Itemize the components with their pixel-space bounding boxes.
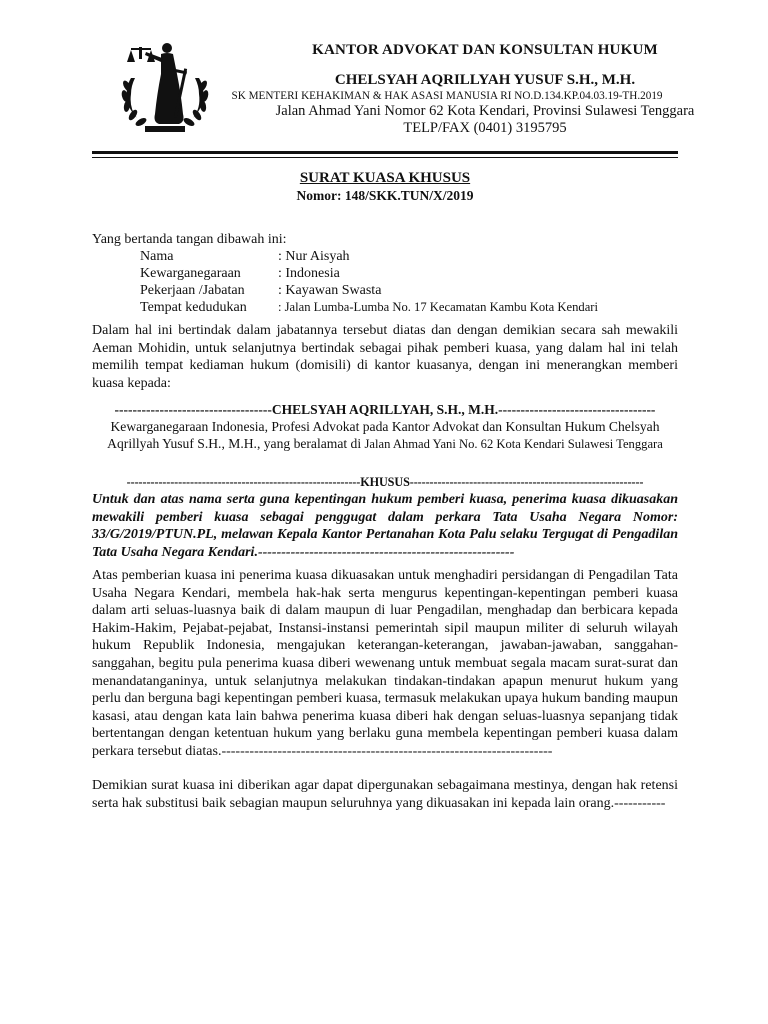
letterhead-divider-thin <box>92 157 678 158</box>
identity-label: Pekerjaan /Jabatan <box>140 283 245 298</box>
attorney-name-line: -----------------------------------CHELSYAH AQRILLYAH, S.H., M.H.----------------------------------- <box>114 402 656 417</box>
document-title: SURAT KUASA KHUSUS <box>299 170 471 186</box>
identity-row <box>140 299 598 316</box>
identity-value: : Kayawan Swasta <box>278 283 382 298</box>
closing-paragraph: Demikian surat kuasa ini diberikan agar dapat dipergunakan sebagaimana mestinya, dengan hak retensi serta hak substitusi baik sebagian maupun seluruhnya yang dikuasakan ini kepada lain orang.----------- <box>92 778 678 811</box>
firm-license: SK MENTERI KEHAKIMAN & HAK ASASI MANUSIA RI NO.D.134.KP.04.03.19-TH.2019 <box>231 90 663 102</box>
identity-value: : Jalan Lumba-Lumba No. 17 Kecamatan Kambu Kota Kendari <box>278 300 598 314</box>
attorney-address: Jalan Ahmad Yani No. 62 Kota Kendari Sulawesi Tenggara <box>364 437 663 451</box>
identity-label: Nama <box>140 249 174 264</box>
authorization-paragraph: Dalam hal ini bertindak dalam jabatannya tersebut diatas dan dengan demikian secara sah mewakili Aeman Mohidin, untuk selanjutnya bertindak sebagai pihak pemberi kuasa, yang dalam hal ini telah memilih tempat kediaman hukum (domisili) di kantor kuasanya, dengan ini menerangkan memberi kuasa kepada: <box>92 323 678 391</box>
identity-row <box>140 282 381 299</box>
identity-label: Kewarganegaraan <box>140 266 241 281</box>
special-mandate-paragraph: Untuk dan atas nama serta guna kepentingan hukum pemberi kuasa, penerima kuasa dikuasakan mewakili pemberi kuasa sebagai penggugat dalam perkara Tata Usaha Negara Nomor: 33/G/2019/PTUN.PL, melawan Kepala Kantor Pertanahan Kota Palu selaku Tergugat di Pengadilan Tata Usaha Negara Kendari.------------------------------------------------------- <box>92 492 678 560</box>
firm-address: Jalan Ahmad Yani Nomor 62 Kota Kendari, Provinsi Sulawesi Tenggara <box>275 103 695 119</box>
justice-statue-icon <box>117 38 213 138</box>
identity-row <box>140 265 340 282</box>
firm-name: CHELSYAH AQRILLYAH YUSUF S.H., M.H. <box>334 72 636 88</box>
identity-label: Tempat kedudukan <box>140 300 247 315</box>
firm-phone: TELP/FAX (0401) 3195795 <box>403 120 567 136</box>
powers-paragraph: Atas pemberian kuasa ini penerima kuasa dikuasakan untuk menghadiri persidangan di Pengadilan Tata Usaha Negara Kendari, membela hak-hak serta mengurus kepentingan-kepentingan pemberi kuasa dalam arti seluas-luasnya baik di dalam maupun di luar Pengadilan, menghadap dan berbicara kepada Hakim-Hakim, Pejabat-pejabat, Instansi-instansi pemerintah sipil maupun militer di seluruh wilayah hukum Republik Indonesia, mengajukan keterangan-keterangan, jawaban-jawaban, sanggahan-sanggahan, begitu pula penerima kuasa diberi wewenang untuk membuat segala macam surat-surat dan menandatanganinya, untuk selanjutnya melakukan tindakan-tindakan apapun menurut hukum yang perlu dan berguna bagi kepentingan pemberi kuasa, termasuk melakukan upaya hukum banding maupun kasasi, atau dengan kata lain bahwa penerima kuasa diberi hak dengan seluas-luasnya sepanjang tidak bertentangan dengan ketentuan hukum yang berlaku guna membela kepentingan pemberi kuasa dalam perkara tersebut diatas.----------------------------------------------------------------------- <box>92 568 678 759</box>
document-number: Nomor: 148/SKK.TUN/X/2019 <box>296 188 474 203</box>
identity-value: : Indonesia <box>278 266 340 281</box>
identity-row <box>140 248 350 265</box>
identity-value: : Nur Aisyah <box>278 249 350 264</box>
letterhead-divider-thick <box>92 151 678 154</box>
firm-title: KANTOR ADVOKAT DAN KONSULTAN HUKUM <box>312 42 658 58</box>
attorney-description-text: Kewarganegaraan Indonesia, Profesi Advokat pada Kantor Advokat dan Konsultan Hukum Chelsyah Aqrillyah Yusuf S.H., M.H., yang beralamat di <box>107 419 660 451</box>
khusus-divider: -----------------------------------------------------------KHUSUS----------------------------------------------------------- <box>126 475 644 489</box>
attorney-description <box>100 418 670 453</box>
intro-text: Yang bertanda tangan dibawah ini: <box>92 232 287 247</box>
